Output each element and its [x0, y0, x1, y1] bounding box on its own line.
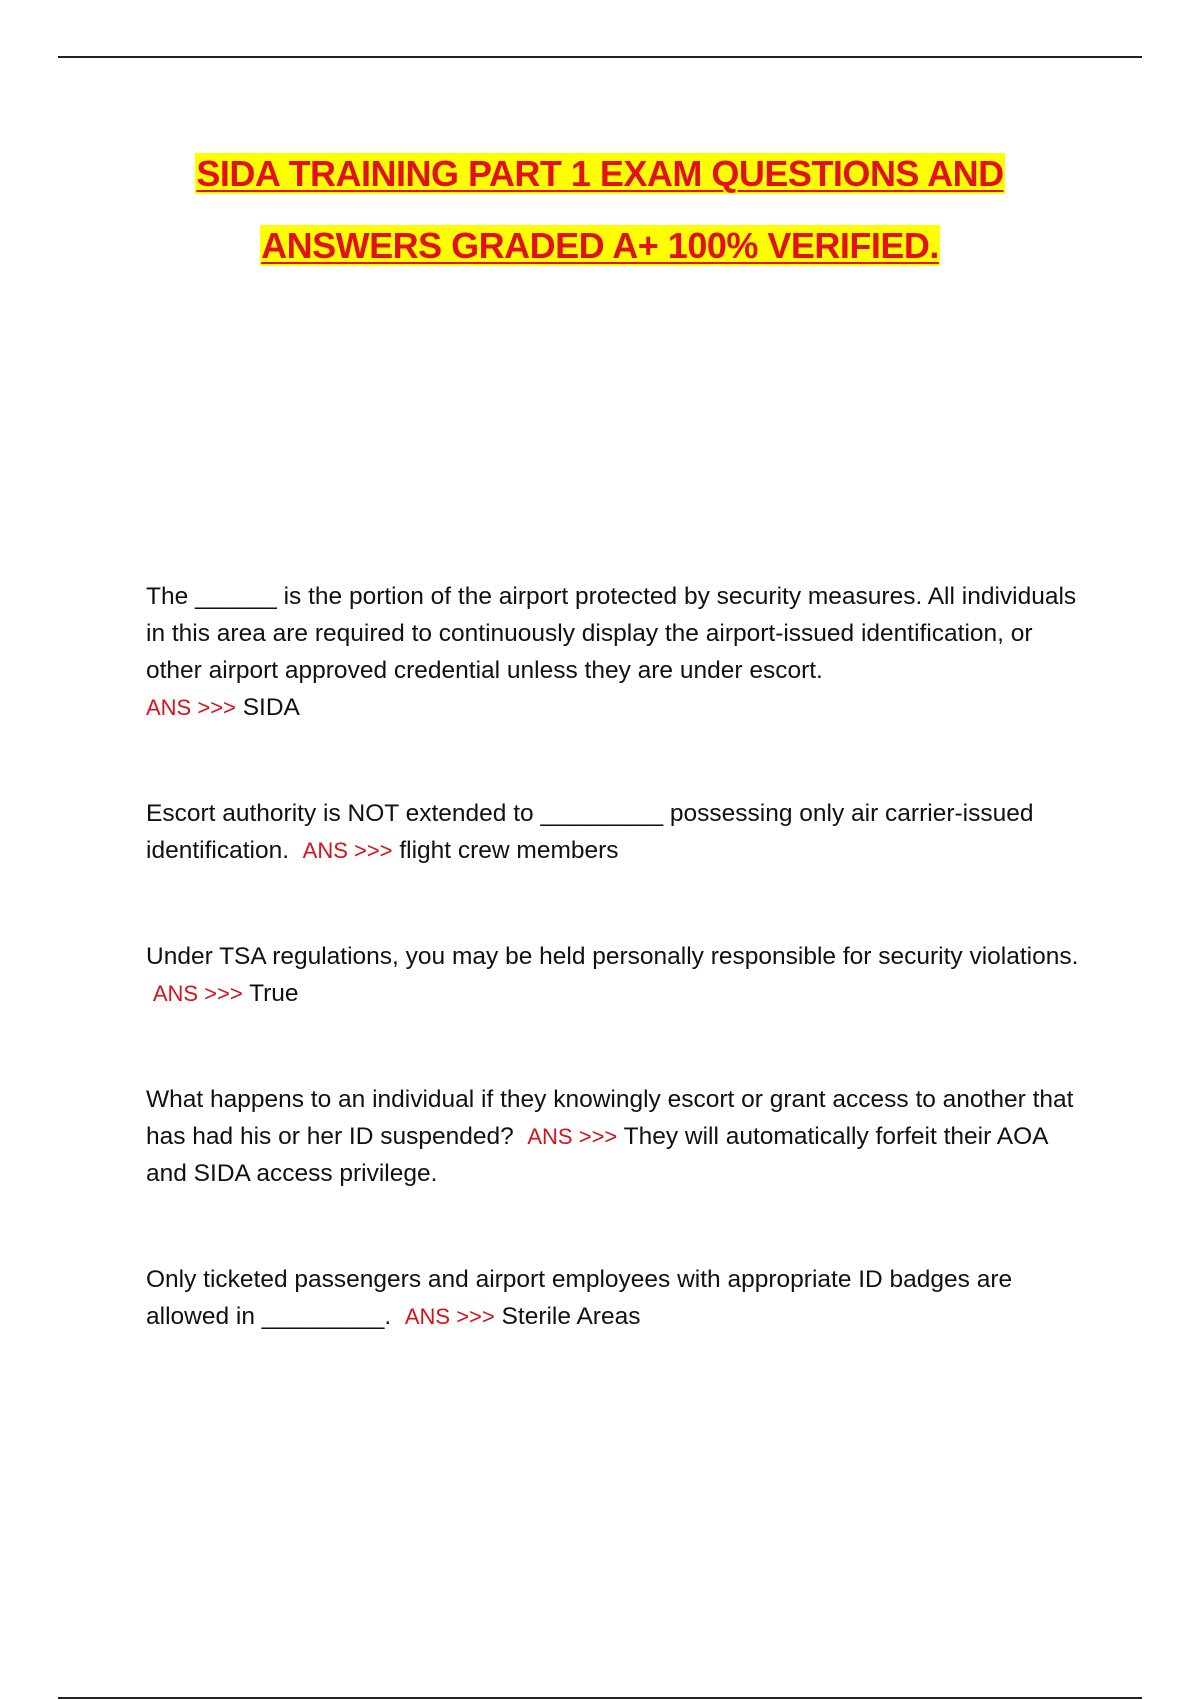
document-title: [0, 138, 1200, 282]
question-text: The ______ is the portion of the airport protected by security measures. All individuals in this area are required to continuously display the airport-issued identification, or other airport approved credential unless they are under escort.: [146, 583, 1077, 684]
question-text: Under TSA regulations, you may be held personally responsible for security violations.: [146, 943, 1079, 970]
answer-text: They will automatically forfeit their AOA and SIDA access privilege.: [146, 1123, 1048, 1187]
answer-label: ANS >>>: [527, 1124, 618, 1149]
footer-rule: [58, 1697, 1142, 1699]
title-line-2: ANSWERS GRADED A+ 100% VERIFIED.: [261, 225, 939, 266]
question-list: [146, 578, 1086, 1335]
answer-text: Sterile Areas: [501, 1303, 641, 1330]
answer-label: ANS >>>: [146, 695, 236, 720]
answer-label: ANS >>>: [152, 981, 243, 1006]
qa-item-1: [146, 578, 1086, 726]
qa-item-3: [146, 938, 1086, 1012]
answer-text: True: [249, 980, 299, 1007]
answer-text: flight crew members: [399, 837, 619, 864]
answer-label: ANS >>>: [302, 838, 393, 863]
answer-text: SIDA: [242, 694, 300, 721]
answer-label: ANS >>>: [404, 1304, 495, 1329]
header-rule: [58, 56, 1142, 58]
qa-item-4: [146, 1081, 1086, 1192]
question-text: Only ticketed passengers and airport employees with appropriate ID badges are allowed in _________.: [146, 1266, 1013, 1330]
question-text: What happens to an individual if they knowingly escort or grant access to another that has had his or her ID suspended?: [146, 1086, 1074, 1150]
question-text: Escort authority is NOT extended to _________ possessing only air carrier-issued identification.: [146, 800, 1034, 864]
qa-item-5: [146, 1261, 1086, 1335]
qa-item-2: [146, 795, 1086, 869]
title-line-1: SIDA TRAINING PART 1 EXAM QUESTIONS AND: [196, 153, 1004, 194]
